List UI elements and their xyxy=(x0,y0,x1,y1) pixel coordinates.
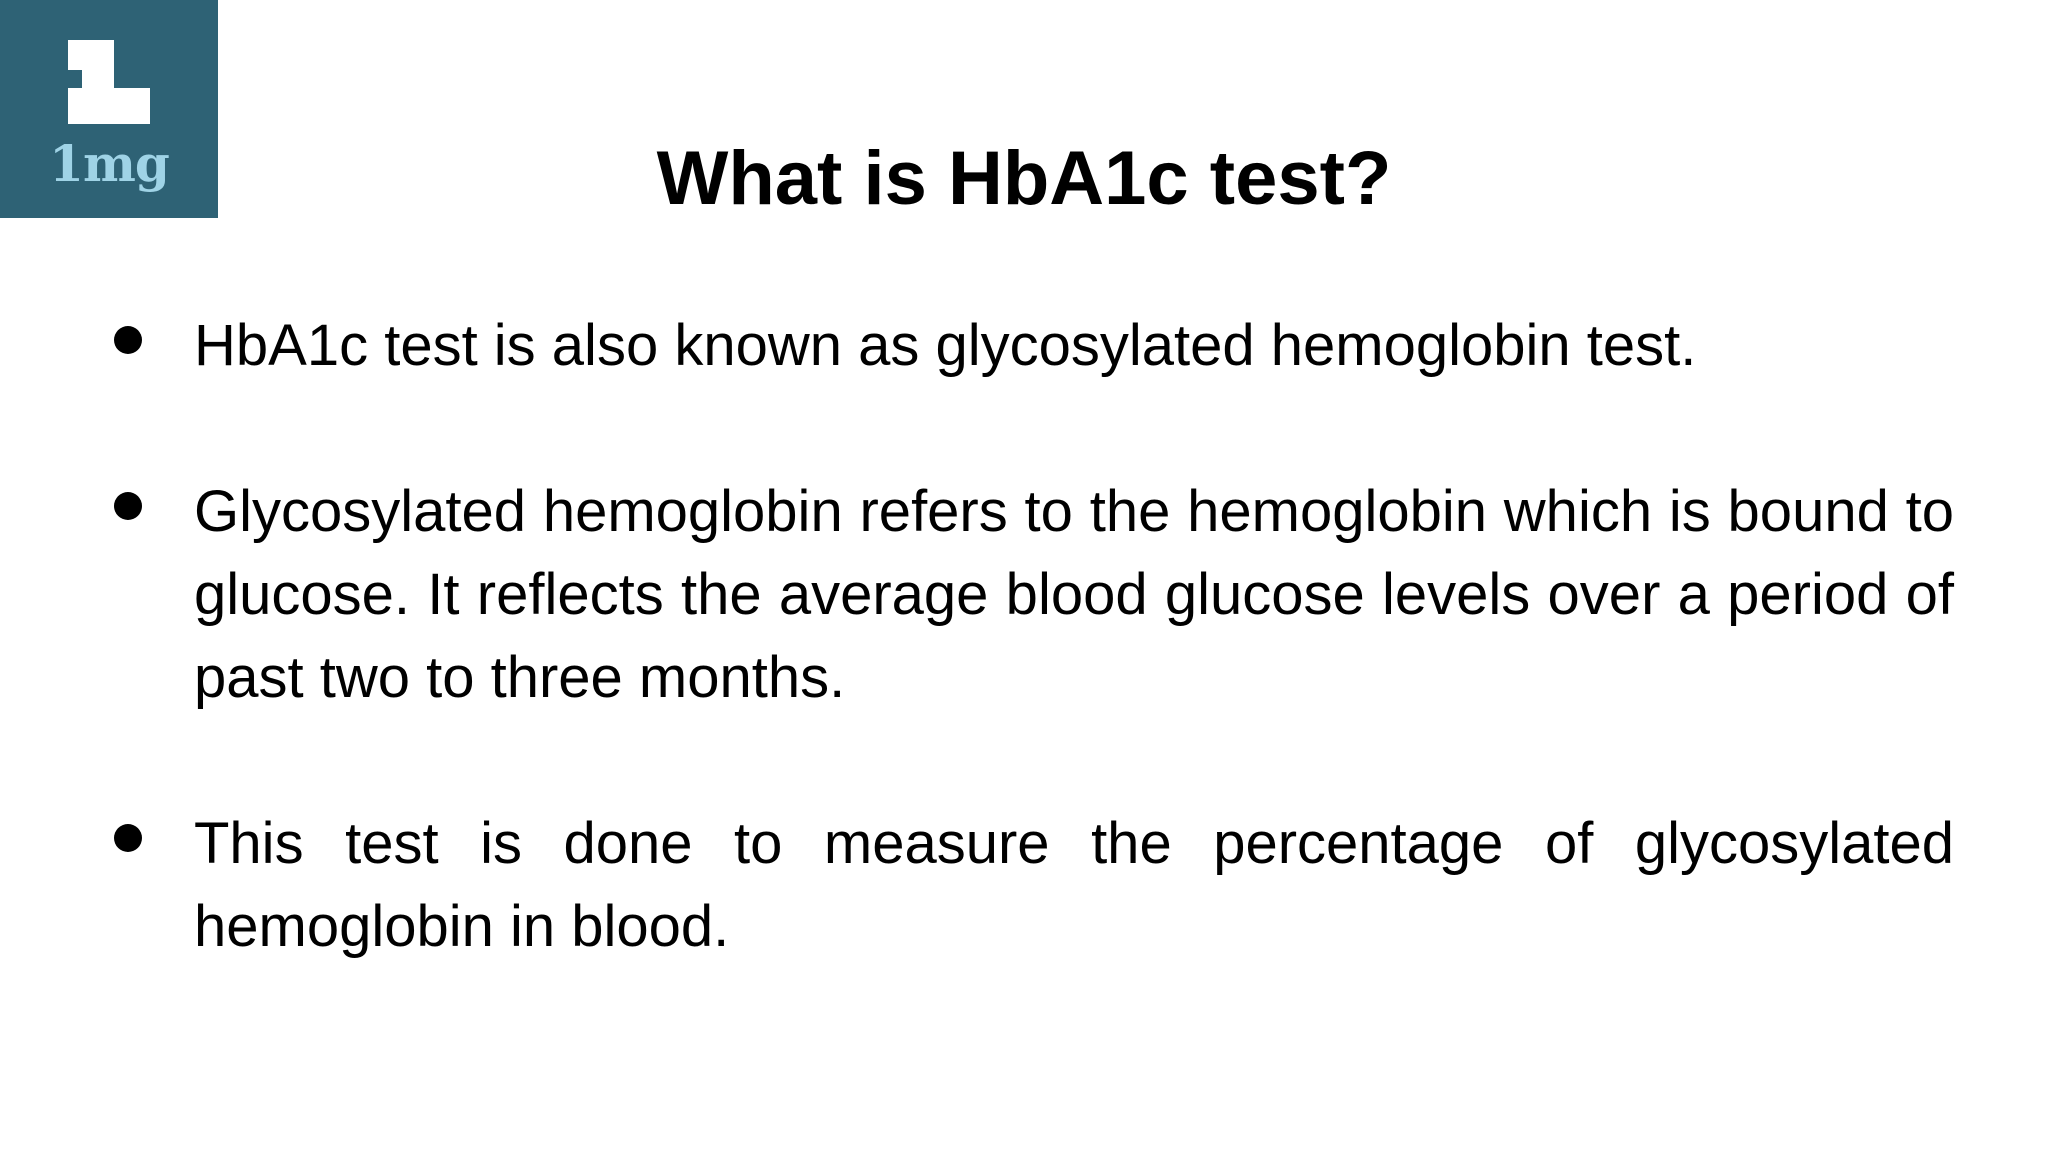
bullet-icon xyxy=(114,492,142,520)
logo-text: 1mg xyxy=(49,134,169,193)
bullet-text: This test is done to measure the percentage of glycosylated hemoglobin in blood. xyxy=(194,811,1954,959)
bullet-icon xyxy=(114,326,142,354)
bullet-icon xyxy=(114,824,142,852)
slide-title: What is HbA1c test? xyxy=(656,136,1392,221)
bullet-text: Glycosylated hemoglobin refers to the hemoglobin which is bound to glucose. It reflects the average blood glucose levels over a period of past two to three months. xyxy=(194,479,1954,710)
bullet-text: HbA1c test is also known as glycosylated hemoglobin test. xyxy=(194,313,1697,378)
